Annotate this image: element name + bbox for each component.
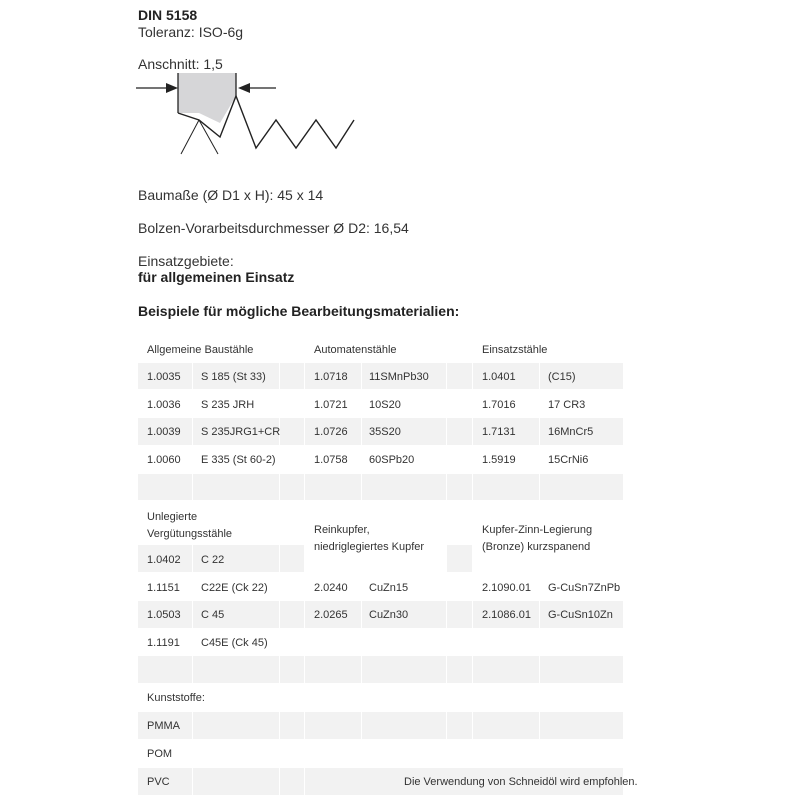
- material-designation: E 335 (St 60-2): [201, 454, 276, 466]
- material-designation: S 185 (St 33): [201, 371, 266, 383]
- material-number: 1.7016: [482, 399, 516, 411]
- usage-value: für allgemeinen Einsatz: [138, 269, 295, 285]
- group-header-unlegierte-line1: Unlegierte: [147, 511, 198, 523]
- material-designation: 11SMnPb30: [369, 371, 429, 383]
- material-number: 1.0726: [314, 426, 348, 438]
- plastic-item-pvc: PVC: [147, 776, 170, 788]
- group-header-reinkupfer-line1: Reinkupfer,: [314, 524, 370, 536]
- arrow-right-head: [238, 83, 250, 93]
- material-number: 1.0402: [147, 554, 181, 566]
- material-number: 1.0401: [482, 371, 516, 383]
- group-header-einsatzstaehle: Einsatzstähle: [482, 344, 548, 356]
- material-designation: C22E (Ck 22): [201, 582, 268, 594]
- material-number: 1.5919: [482, 454, 516, 466]
- material-designation: S 235JRG1+CR: [201, 426, 281, 438]
- material-designation: S 235 JRH: [201, 399, 255, 411]
- material-number: 1.0035: [147, 371, 181, 383]
- material-designation: C45E (Ck 45): [201, 637, 268, 649]
- material-designation: 17 CR3: [548, 399, 586, 411]
- material-number: 2.0265: [314, 609, 348, 621]
- group-header-kunststoffe: Kunststoffe:: [147, 692, 205, 704]
- material-number: 1.7131: [482, 426, 516, 438]
- arrow-left-head: [166, 83, 178, 93]
- material-number: 1.0758: [314, 454, 348, 466]
- material-number: 1.0060: [147, 454, 181, 466]
- material-number: 1.1191: [147, 637, 180, 649]
- group-header-reinkupfer-line2: niedriglegiertes Kupfer: [314, 541, 425, 553]
- plastic-item-pmma: PMMA: [147, 720, 180, 732]
- material-designation: C 22: [201, 554, 225, 566]
- material-designation: 15CrNi6: [548, 454, 589, 466]
- material-designation: 35S20: [369, 426, 401, 438]
- thread-flank-line: [199, 120, 218, 154]
- tolerance-text: Toleranz: ISO-6g: [138, 24, 244, 40]
- material-designation: G-CuSn10Zn: [548, 609, 613, 621]
- group-header-automatenstaehle: Automatenstähle: [314, 344, 397, 356]
- materials-heading: Beispiele für mögliche Bearbeitungsmaterialien:: [138, 303, 460, 319]
- thread-flank-line: [181, 120, 199, 154]
- material-number: 1.0036: [147, 399, 181, 411]
- dimensions-text: Baumaße (Ø D1 x H): 45 x 14: [138, 187, 324, 203]
- group-header-allgemeine-baustaehle: Allgemeine Baustähle: [147, 344, 254, 356]
- group-header-kupfer-zinn-line1: Kupfer-Zinn-Legierung: [482, 524, 593, 536]
- material-designation: 10S20: [369, 399, 401, 411]
- material-designation: 16MnCr5: [548, 426, 594, 438]
- material-designation: 60SPb20: [369, 454, 415, 466]
- material-designation: (C15): [548, 371, 576, 383]
- bolt-diameter-text: Bolzen-Vorarbeitsdurchmesser Ø D2: 16,54: [138, 220, 409, 236]
- cutting-oil-note: Die Verwendung von Schneidöl wird empfohlen.: [404, 776, 638, 788]
- material-designation: C 45: [201, 609, 225, 621]
- material-number: 1.0039: [147, 426, 181, 438]
- usage-label: Einsatzgebiete:: [138, 253, 234, 269]
- group-header-kupfer-zinn-line2: (Bronze) kurzspanend: [482, 541, 591, 553]
- material-number: 2.1090.01: [482, 582, 531, 594]
- material-number: 1.1151: [147, 582, 180, 594]
- material-number: 1.0721: [314, 399, 348, 411]
- plastic-item-pom: POM: [147, 748, 173, 760]
- material-number: 1.0718: [314, 371, 348, 383]
- chamfer-text: Anschnitt: 1,5: [138, 56, 223, 72]
- material-number: 2.1086.01: [482, 609, 531, 621]
- group-header-unlegierte-line2: Vergütungsstähle: [147, 528, 233, 540]
- material-number: 1.0503: [147, 609, 181, 621]
- material-number: 2.0240: [314, 582, 348, 594]
- material-designation: CuZn15: [369, 582, 409, 594]
- material-designation: CuZn30: [369, 609, 409, 621]
- material-designation: G-CuSn7ZnPb: [548, 582, 621, 594]
- thread-chamfer-diagram: [136, 60, 366, 160]
- product-title: DIN 5158: [138, 7, 198, 23]
